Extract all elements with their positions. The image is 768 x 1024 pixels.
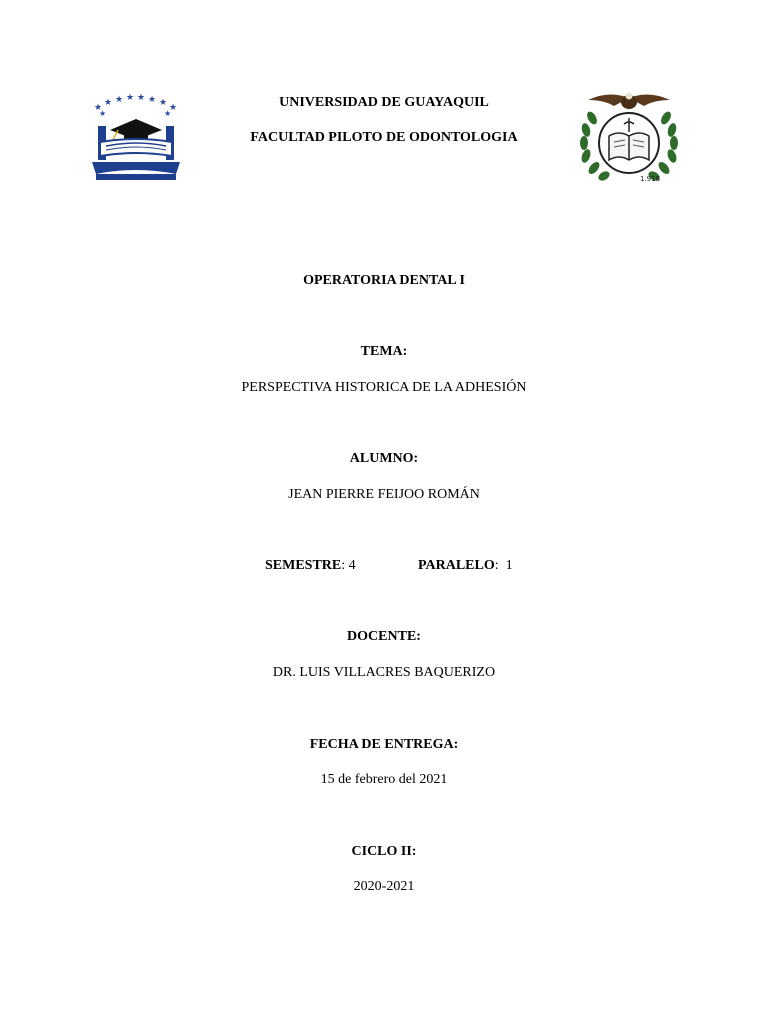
parallel-label: PARALELO [418, 558, 495, 573]
topic-label: TEMA: [360, 344, 408, 359]
svg-text:★: ★ [164, 109, 172, 118]
university-name: UNIVERSIDAD DE GUAYAQUIL [279, 95, 489, 110]
student-value: JEAN PIERRE FEIJOO ROMÁN [288, 487, 480, 502]
cycle-value: 2020-2021 [353, 879, 415, 894]
semester-label: SEMESTRE [265, 558, 342, 573]
svg-text:★: ★ [126, 93, 135, 103]
svg-text:★: ★ [137, 93, 146, 103]
topic-value: PERSPECTIVA HISTORICA DE LA ADHESIÓN [241, 380, 527, 395]
svg-text:★: ★ [169, 103, 178, 113]
cycle-label: CICLO II: [351, 844, 417, 859]
svg-text:★: ★ [115, 95, 124, 105]
svg-text:★: ★ [104, 98, 113, 108]
svg-text:★: ★ [99, 109, 107, 118]
svg-text:★: ★ [94, 103, 103, 113]
parallel-field [418, 557, 513, 575]
teacher-value: DR. LUIS VILLACRES BAQUERIZO [272, 665, 496, 680]
delivery-label: FECHA DE ENTREGA: [309, 737, 459, 752]
delivery-value: 15 de febrero del 2021 [320, 772, 448, 787]
parallel-value: : 1 [494, 558, 513, 573]
semester-value: : 4 [341, 558, 356, 573]
crest-year: 1.918 [640, 175, 661, 183]
faculty-name: FACULTAD PILOTO DE ODONTOLOGIA [250, 130, 518, 145]
teacher-label: DOCENTE: [347, 629, 421, 644]
svg-text:★: ★ [159, 98, 168, 108]
faculty-crest-icon [574, 88, 684, 188]
course-title: OPERATORIA DENTAL I [303, 273, 465, 288]
semester-field [265, 557, 356, 575]
svg-text:★: ★ [148, 95, 157, 105]
student-label: ALUMNO: [349, 451, 419, 466]
